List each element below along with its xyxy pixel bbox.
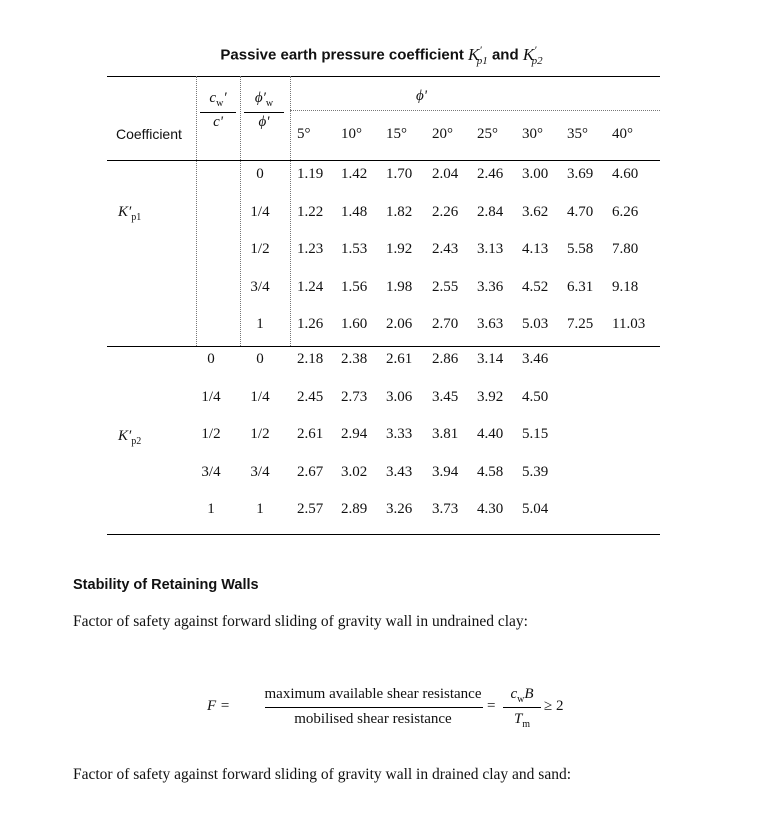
kp1-value-cell: 4.60 (612, 166, 639, 182)
kp1-value-cell: 1.19 (297, 166, 324, 182)
kp1-value-cell: 1.26 (297, 316, 324, 332)
kp2-value-cell: 2.86 (432, 351, 459, 367)
kp1-value-cell: 3.62 (522, 203, 549, 220)
kp1-value-cell: 1.60 (341, 316, 368, 332)
angle-header-cell: 5° (297, 126, 311, 142)
angle-header-cell: 30° (522, 126, 543, 142)
kp2-value-cell: 3.73 (432, 501, 459, 517)
kp1-value-cell: 5.03 (522, 316, 549, 332)
equation-frac-bar (503, 707, 541, 708)
angle-header-cell: 25° (477, 126, 498, 142)
phiw-ratio (244, 90, 284, 131)
kp2-value-cell: 5.15 (522, 426, 549, 442)
kp1-value-cell: 1.56 (341, 278, 368, 295)
kp1-value-cell: 1.48 (341, 203, 368, 220)
kp1-value-cell: 4.52 (522, 278, 549, 295)
kp2-value-cell: 5.04 (522, 501, 549, 517)
kp1-phiw-ratio-cell: 1 (256, 316, 264, 332)
group-divider-rule (107, 346, 660, 347)
equation-equals: = (487, 698, 496, 714)
equation-fraction-bar (265, 707, 483, 708)
kp2-value-cell: 3.92 (477, 388, 504, 405)
phi-header: ϕ' (416, 88, 427, 104)
kp2-cw-ratio-cell: 3/4 (201, 463, 221, 480)
kp2-cw-ratio-cell: 0 (207, 351, 215, 367)
cw-ratio-den: c' (213, 114, 223, 130)
table-title-and: and (491, 46, 519, 64)
phiw-ratio-den: ϕ' (258, 114, 270, 130)
kp2-value-cell: 3.14 (477, 351, 504, 367)
kp2-value-cell: 2.61 (386, 351, 413, 367)
angle-header-cell: 40° (612, 126, 633, 142)
column-divider-3 (290, 76, 291, 346)
table-title-text: Passive earth pressure coefficient (220, 46, 464, 64)
angle-header-cell: 10° (341, 126, 362, 142)
kp2-value-cell: 3.81 (432, 426, 459, 442)
kp1-value-cell: 3.13 (477, 241, 504, 257)
kp2-cw-ratio-cell: 1/2 (201, 426, 221, 442)
table-bottom-rule (107, 534, 660, 535)
kp2-value-cell: 4.30 (477, 501, 504, 517)
kp1-value-cell: 3.36 (477, 278, 504, 295)
drained-text: Factor of safety against forward sliding of gravity wall in drained clay and sand: (73, 766, 572, 783)
kp1-value-cell: 2.06 (386, 316, 413, 332)
section-heading: Stability of Retaining Walls (73, 577, 259, 593)
kp2-value-cell: 4.58 (477, 463, 504, 480)
equation-lhs: F = (207, 698, 231, 714)
kp2-value-cell: 2.18 (297, 351, 324, 367)
kp1-value-cell: 11.03 (612, 316, 646, 332)
kp1-value-cell: 2.55 (432, 278, 459, 295)
kp2-value-cell: 2.89 (341, 501, 368, 517)
equation-inequality: ≥ 2 (544, 698, 564, 714)
table-top-rule (107, 76, 660, 77)
kp1-value-cell: 5.58 (567, 241, 594, 257)
angle-header-cell: 15° (386, 126, 407, 142)
kp1-symbol: $K'_{p1}$ (468, 44, 488, 68)
cw-ratio (200, 90, 236, 131)
kp2-value-cell: 5.39 (522, 463, 549, 480)
table-title (0, 44, 763, 67)
undrained-text: Factor of safety against forward sliding of gravity wall in undrained clay: (73, 613, 528, 630)
phiw-ratio-num: $\phi'_w$ (244, 90, 284, 113)
kp1-value-cell: 1.53 (341, 241, 368, 257)
kp2-value-cell: 2.67 (297, 463, 324, 480)
kp1-value-cell: 1.98 (386, 278, 413, 295)
angle-header-cell: 20° (432, 126, 453, 142)
kp2-value-cell: 3.02 (341, 463, 368, 480)
kp2-value-cell: 3.94 (432, 463, 459, 480)
kp1-phiw-ratio-cell: 1/4 (250, 203, 270, 220)
phi-header-rule (290, 110, 660, 111)
kp2-value-cell: 2.45 (297, 388, 324, 405)
kp2-value-cell: 4.40 (477, 426, 504, 442)
kp2-row-label: $K'_{p2}$ (118, 428, 142, 447)
kp2-value-cell: 3.45 (432, 388, 459, 405)
coefficient-label: Coefficient (116, 126, 182, 142)
equation-frac-den: $T_m$ (513, 711, 531, 730)
kp1-value-cell: 4.13 (522, 241, 549, 257)
kp1-value-cell: 7.25 (567, 316, 594, 332)
kp1-value-cell: 1.23 (297, 241, 324, 257)
column-divider-1 (196, 76, 197, 346)
kp2-value-cell: 2.73 (341, 388, 368, 405)
kp1-value-cell: 1.24 (297, 278, 324, 295)
kp2-phiw-ratio-cell: 1 (256, 501, 264, 517)
kp2-value-cell: 2.61 (297, 426, 324, 442)
kp1-phiw-ratio-cell: 0 (256, 166, 264, 182)
kp1-value-cell: 2.43 (432, 241, 459, 257)
kp2-value-cell: 3.06 (386, 388, 413, 405)
kp2-value-cell: 2.38 (341, 351, 368, 367)
kp1-value-cell: 1.22 (297, 203, 324, 220)
kp1-value-cell: 3.00 (522, 166, 549, 182)
kp1-value-cell: 1.82 (386, 203, 413, 220)
kp2-value-cell: 2.94 (341, 426, 368, 442)
kp1-value-cell: 2.46 (477, 166, 504, 182)
kp2-phiw-ratio-cell: 1/2 (250, 426, 270, 442)
kp1-value-cell: 2.04 (432, 166, 459, 182)
cw-ratio-num: $c_w'$ (200, 90, 236, 113)
kp2-phiw-ratio-cell: 0 (256, 351, 264, 367)
kp1-value-cell: 3.63 (477, 316, 504, 332)
kp2-value-cell: 3.26 (386, 501, 413, 517)
equation-denominator: mobilised shear resistance (294, 711, 452, 727)
kp1-value-cell: 2.84 (477, 203, 504, 220)
kp1-value-cell: 1.70 (386, 166, 413, 182)
kp1-value-cell: 4.70 (567, 203, 594, 220)
kp1-value-cell: 6.26 (612, 203, 639, 220)
kp1-phiw-ratio-cell: 1/2 (250, 241, 270, 257)
kp2-value-cell: 3.43 (386, 463, 413, 480)
equation-numerator: maximum available shear resistance (264, 686, 482, 702)
kp1-phiw-ratio-cell: 3/4 (250, 278, 270, 295)
kp2-value-cell: 3.33 (386, 426, 413, 442)
kp2-cw-ratio-cell: 1/4 (201, 388, 221, 405)
kp1-value-cell: 1.92 (386, 241, 413, 257)
kp1-value-cell: 3.69 (567, 166, 594, 182)
kp2-value-cell: 3.46 (522, 351, 549, 367)
kp2-phiw-ratio-cell: 3/4 (250, 463, 270, 480)
kp1-value-cell: 2.26 (432, 203, 459, 220)
kp1-value-cell: 1.42 (341, 166, 368, 182)
kp2-symbol: $K'_{p2}$ (522, 44, 543, 68)
kp1-value-cell: 9.18 (612, 278, 639, 295)
kp1-row-label: $K'_{p1}$ (118, 204, 142, 223)
kp2-phiw-ratio-cell: 1/4 (250, 388, 270, 405)
kp1-value-cell: 2.70 (432, 316, 459, 332)
kp2-cw-ratio-cell: 1 (207, 501, 215, 517)
kp1-value-cell: 6.31 (567, 278, 594, 295)
kp2-value-cell: 4.50 (522, 388, 549, 405)
kp1-value-cell: 7.80 (612, 241, 639, 257)
kp2-value-cell: 2.57 (297, 501, 324, 517)
angle-header-cell: 35° (567, 126, 588, 142)
header-bottom-rule (107, 160, 660, 161)
equation-frac-num: $c_wB$ (510, 686, 534, 705)
